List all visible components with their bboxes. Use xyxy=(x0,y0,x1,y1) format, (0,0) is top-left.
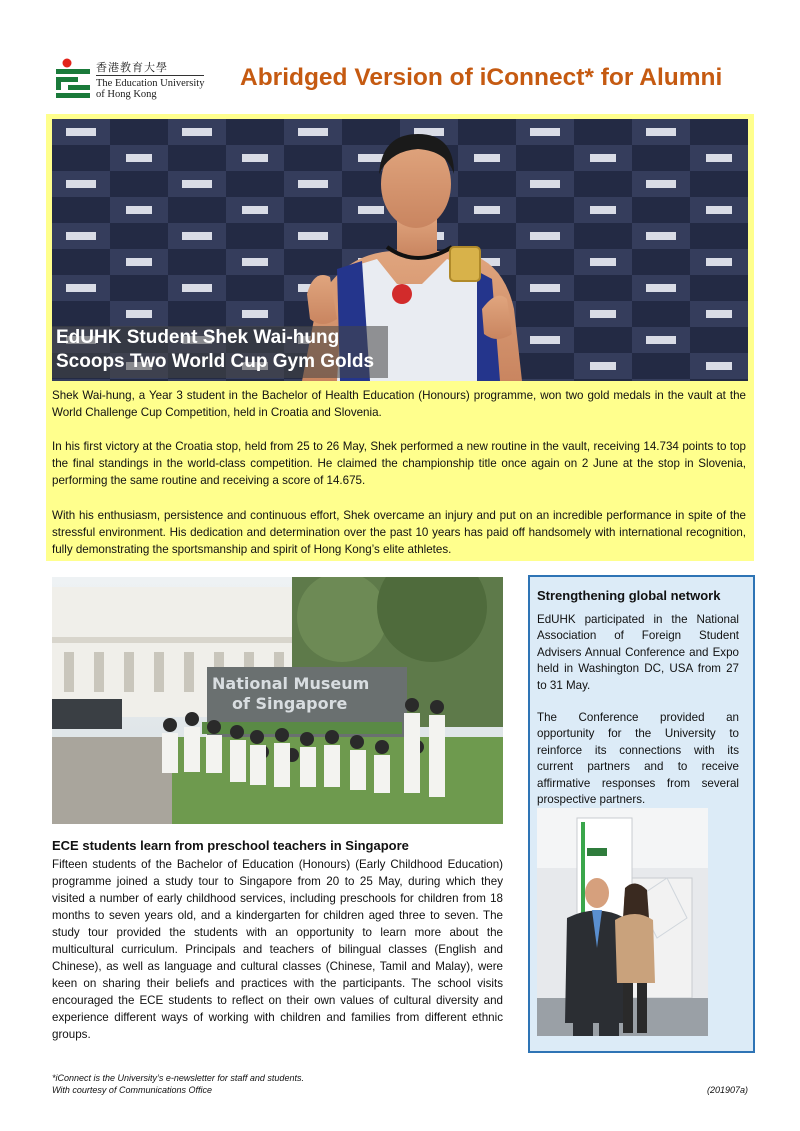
sidebar-title: Strengthening global network xyxy=(537,588,721,603)
museum-sign-line1: National Museum xyxy=(212,674,370,693)
singapore-photo-illustration xyxy=(52,577,503,824)
singapore-story-body: Fifteen students of the Bachelor of Education (Honours) (Early Childhood Education) programme joined a study tour to Singapore from 20 to 25 May, during which they visited a number of early childhood services, including preschools for children from 18 months to seven years old, and a kindergarten for children aged three to seven. The study tour provided the students with an opportunity to learn more about the multicultural curriculum. Principals and teachers of bilingual classes (English and Chinese), as well as language and cultural classes (Chinese, Tamil and Malay), were keen on sharing their beliefs and practices with the participants. The school visits encouraged the ECE students to reflect on their own values of cultural diversity and experience different ways of working with children and families from different ethnic groups. xyxy=(52,858,503,1041)
conference-photo xyxy=(537,808,708,1036)
feature-paragraph-3: With his enthusiasm, persistence and continuous effort, Shek overcame an injury and put on an incredible performance in spite of the stressful environment. His dedication and determination over the past 10 years has paid off handsomely with international recognition, fully demonstrating the sportsmanship and spirit of Hong Kong’s elite athletes. xyxy=(52,509,746,556)
footer-note: *iConnect is the University’s e-newsletter for staff and students. xyxy=(52,1073,304,1083)
logo-english-name-line2: of Hong Kong xyxy=(96,89,157,100)
footer-code: (201907a) xyxy=(706,1085,748,1095)
hero-caption-line2: Scoops Two World Cup Gym Golds xyxy=(56,351,375,372)
singapore-story-title: ECE students learn from preschool teachers in Singapore xyxy=(52,838,409,853)
sidebar-paragraph-2: The Conference provided an opportunity for the University to reinforce its connections with its current partners and to receive affirmative responses from several prospective partners. xyxy=(537,711,739,807)
eduhk-logo-icon xyxy=(54,58,92,102)
singapore-group-photo xyxy=(52,577,503,824)
logo-chinese-name: 香港教育大學 xyxy=(96,62,204,76)
feature-paragraph-2: In his first victory at the Croatia stop, held from 25 to 26 May, Shek performed a new routine in the vault, receiving 14.734 points to top the final standings in the world-class competition. He claimed the championship title once again on 2 June at the stop in Slovenia, performing the same routine and receiving a score of 14.675. xyxy=(52,440,746,487)
sidebar-paragraph-1: EdUHK participated in the National Association of Foreign Student Advisers Annual Conference and Expo held in Washington DC, USA from 27 to 31 May. xyxy=(537,613,739,692)
logo-english-name-line1: The Education University xyxy=(96,78,205,89)
feature-paragraph-1: Shek Wai-hung, a Year 3 student in the Bachelor of Health Education (Honours) programme, won two gold medals in the vault at the World Challenge Cup Competition, held in Croatia and Slovenia. xyxy=(52,389,746,419)
hero-caption xyxy=(52,326,388,378)
hero-caption-line1: EdUHK Student Shek Wai-hung xyxy=(56,327,340,348)
page-title: Abridged Version of iConnect* for Alumni xyxy=(240,64,723,91)
conference-photo-illustration xyxy=(537,808,708,1036)
museum-sign-line2: of Singapore xyxy=(232,694,348,713)
eduhk-logo xyxy=(54,58,204,104)
footer-courtesy: With courtesy of Communications Office xyxy=(52,1085,212,1095)
hero-photo-gymnast xyxy=(52,119,748,381)
